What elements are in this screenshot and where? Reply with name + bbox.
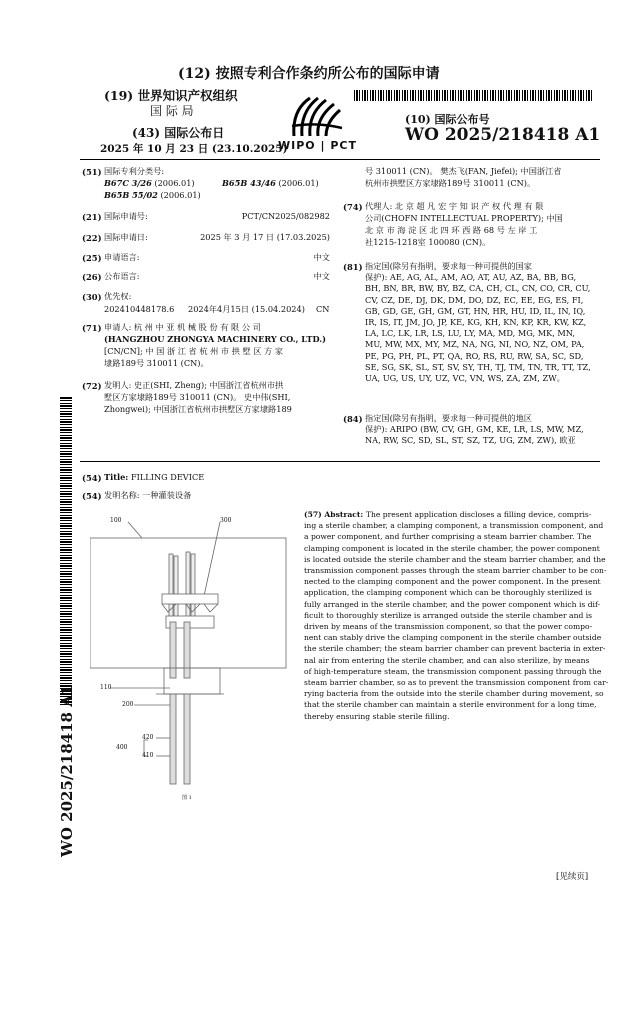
biblio-divider: [80, 461, 600, 462]
field-21-label: 国际申请号:: [104, 211, 148, 221]
field-25-number: (25): [82, 253, 102, 263]
figure-label-420: 420: [142, 734, 154, 741]
inventor-line-3: Zhongwei); 中国浙江省杭州市拱墅区方家埭路189: [104, 404, 292, 414]
abstract-line: [304, 587, 600, 598]
abstract-line: [304, 543, 600, 554]
title-english-label: Title:: [104, 472, 129, 482]
title-chinese: [104, 490, 191, 501]
abstract-label: (57) Abstract:: [304, 510, 366, 519]
abstract-text: nal air from entering the sterile chamber, and can also sterilize, by means: [304, 655, 590, 665]
figure-label-100: 100: [110, 517, 122, 524]
ipc-class-3-code: B65B 55/02: [104, 190, 158, 200]
field-51-number: (51): [82, 167, 102, 177]
abstract-line: [304, 520, 604, 531]
field-71-number: (71): [82, 323, 102, 333]
abstract-text: is located outside the sterile chamber and the steam barrier chamber, and the: [304, 554, 606, 564]
field-54b-number: (54): [82, 491, 102, 501]
inventor-line-1: 发明人: 史正(SHI, Zheng); 中国浙江省杭州市拱: [104, 380, 284, 390]
abstract-line: [304, 531, 600, 542]
designated-states-national-line: PE, PG, PH, PL, PT, QA, RO, RS, RU, RW, SA, SC, SD,: [365, 350, 584, 361]
filing-language: 中文: [313, 252, 330, 262]
publication-language: 中文: [313, 271, 330, 281]
header-divider: [80, 159, 600, 160]
priority-date: 2024年4月15日 (15.04.2024): [188, 304, 305, 314]
document-kind-title: (12) 按照专利合作条约所公布的国际申请: [178, 66, 440, 82]
abstract-text: driven by means of the transmission component, so that the power compo-: [304, 622, 593, 632]
agent-line-3: 北 京 市 海 淀 区 北 四 环 西 路 68 号 左 岸 工: [365, 225, 538, 235]
publication-date: 2025 年 10 月 23 日 (23.10.2025): [100, 143, 288, 155]
abstract-text: that the sterile chamber can maintain a sterile environment for a long time,: [304, 700, 597, 710]
field-22-number: (22): [82, 233, 102, 243]
abstract-text: fully arranged in the sterile chamber, and the power component which is dif-: [304, 599, 601, 609]
field-26-label: 公布语言:: [104, 271, 140, 281]
priority-number: 202410448178.6: [104, 304, 175, 314]
ipc-class-1-code: B67C 3/26: [104, 178, 152, 188]
applicant-line-4: 埭路189号 310011 (CN)。: [104, 358, 209, 368]
agent-line-1: 代理人: 北 京 超 凡 宏 宇 知 识 产 权 代 理 有 限: [365, 201, 544, 211]
abstract-text: rying bacteria from the outside into the sterile chamber during movement, so: [304, 689, 604, 699]
filing-date: 2025 年 3 月 17 日 (17.03.2025): [200, 232, 330, 242]
abstract-line: [304, 509, 600, 520]
designated-states-national-line: SE, SG, SK, SL, ST, SV, SY, TH, TJ, TM, TN, TR, TT, TZ,: [365, 361, 591, 372]
abstract-text: nent can stably drive the clamping component in the sterile chamber outside: [304, 633, 602, 643]
abstract-line: [304, 610, 600, 621]
abstract-text: transmission component passes through the steam barrier chamber to be con-: [304, 566, 607, 576]
field-22-label: 国际申请日:: [104, 232, 148, 242]
designated-states-national-line: LA, LC, LK, LR, LS, LU, LY, MA, MD, MG, MK, MN,: [365, 328, 576, 339]
abstract-line: [304, 576, 600, 587]
abstract-line: [304, 643, 606, 654]
abstract-text: the sterile chamber; the steam barrier chamber can prevent bacteria in exter-: [304, 644, 606, 654]
designated-states-national-line: MU, MW, MX, MY, MZ, NA, NG, NI, NO, NZ, OM, PA,: [365, 339, 585, 350]
designated-states-national-line: CV, CZ, DE, DJ, DK, DM, DO, DZ, EC, EE, EG, ES, FI,: [365, 294, 584, 305]
figure-label-300: 300: [220, 517, 232, 524]
abstract-line: [304, 711, 600, 722]
abstract-line: [304, 655, 600, 666]
abstract-text: of high-temperature steam, the transmission component passing through the: [304, 666, 602, 676]
designated-states-national-line: 保护): AE, AG, AL, AM, AO, AT, AU, AZ, BA, BB, BG,: [365, 272, 577, 283]
field-72-number: (72): [82, 381, 102, 391]
ipc-class-1: [104, 178, 195, 189]
ipc-class-2-date: (2006.01): [278, 178, 319, 188]
abstract-text: ing a sterile chamber, a clamping component, a transmission component, and: [304, 521, 604, 531]
designated-states-regional-line: NA, RW, SC, SD, SL, ST, SZ, TZ, UG, ZM, ZW), 欧亚: [365, 435, 576, 446]
filling-device-drawing: [90, 512, 300, 804]
ipc-class-3: [104, 190, 201, 201]
abstract-line: [304, 599, 600, 610]
organization-name: (19) 世界知识产权组织: [104, 88, 238, 103]
abstract-text: ficult to thoroughly sterilize is arranged outside the sterile chamber and is: [304, 610, 593, 620]
figure-caption: 图 1: [182, 795, 192, 801]
ipc-class-2-code: B65B 43/46: [222, 178, 276, 188]
designated-states-national-line: IR, IS, IT, JM, JO, JP, KE, KG, KH, KN, KP, KR, KW, KZ,: [365, 317, 587, 328]
field-30-label: 优先权:: [104, 291, 132, 301]
side-publication-number-text: WO 2025/218418 A1: [58, 684, 76, 857]
abstract-line: [304, 677, 609, 688]
field-21-number: (21): [82, 212, 102, 222]
field-25-label: 申请语言:: [104, 252, 140, 262]
designated-states-regional-line: 指定国(除另有指明，要求每一种可提供的地区: [365, 413, 532, 423]
abstract-text: a power component, and further comprising a steam barrier chamber. The: [304, 532, 592, 542]
field-81-number: (81): [343, 262, 363, 272]
inventor-line-2: 墅区方家埭路189号 310011 (CN)。 史中伟(SHI,: [104, 392, 291, 402]
applicant-line-2: (HANGZHOU ZHONGYA MACHINERY CO., LTD.): [104, 334, 327, 344]
representative-drawing: [90, 512, 300, 804]
title-english-text: FILLING DEVICE: [130, 472, 205, 482]
application-number: PCT/CN2025/082982: [241, 211, 330, 221]
abstract-text: steam barrier chamber, so as to prevent the transmission component from car-: [304, 678, 609, 688]
inventor-continued-line-2: 杭州市拱墅区方家埭路189号 310011 (CN)。: [365, 178, 536, 188]
field-51-label: 国际专利分类号:: [104, 166, 165, 176]
abstract: [304, 509, 609, 722]
field-30-number: (30): [82, 292, 102, 302]
priority-country: CN: [316, 304, 330, 314]
wipo-logo-text: WIPO | PCT: [278, 139, 357, 152]
abstract-line: [304, 666, 600, 677]
abstract-line: [304, 565, 607, 576]
applicant-line-1: 申请人: 杭 州 中 亚 机 械 股 份 有 限 公 司: [104, 322, 261, 332]
field-84-number: (84): [343, 414, 363, 424]
agent-line-2: 公司(CHOFN INTELLECTUAL PROPERTY); 中国: [365, 213, 563, 223]
field-54-number: (54): [82, 473, 102, 483]
abstract-line: [304, 688, 604, 699]
abstract-text: application, the clamping component which can be thoroughly sterilized is: [304, 588, 592, 598]
ipc-class-2: [222, 178, 319, 189]
figure-label-200: 200: [122, 701, 134, 708]
title-english: [104, 472, 204, 483]
agent-line-4: 社1215-1218室 100080 (CN)。: [365, 237, 491, 247]
title-chinese-label: 发明名称:: [104, 490, 140, 500]
applicant-line-3: [CN/CN]; 中 国 浙 江 省 杭 州 市 拱 墅 区 方 家: [104, 346, 284, 356]
field-74-number: (74): [343, 202, 363, 212]
abstract-text: The present application discloses a filling device, compris-: [365, 510, 592, 519]
abstract-line: [304, 621, 600, 632]
continuation-note: [见续页]: [556, 872, 589, 882]
designated-states-national: [365, 261, 591, 384]
ipc-class-1-date: (2006.01): [154, 178, 195, 188]
publication-number: WO 2025/218418 A1: [405, 125, 601, 145]
designated-states-national-line: 指定国(除另有指明，要求每一种可提供的国家: [365, 261, 532, 271]
designated-states-regional-line: 保护): ARIPO (BW, CV, GH, GM, KE, LR, LS, MW, MZ,: [365, 424, 584, 435]
publication-number-label: (10) 国际公布号: [405, 113, 490, 126]
inventor-continued-line-1: 号 310011 (CN)。 樊杰飞(FAN, Jiefei); 中国浙江省: [365, 166, 562, 176]
side-publication-number: [58, 684, 78, 1017]
abstract-line: [304, 632, 600, 643]
abstract-text: clamping component is located in the sterile chamber, the power component: [304, 543, 600, 553]
abstract-line: [304, 699, 600, 710]
abstract-text: nected to the clamping component and the power component. In the present: [304, 577, 601, 587]
abstract-text: thereby ensuring stable sterile filling.: [304, 711, 450, 721]
designated-states-national-line: GB, GD, GE, GH, GM, GT, HN, HR, HU, ID, IL, IN, IQ,: [365, 305, 586, 316]
designated-states-regional: [365, 413, 584, 447]
designated-states-national-line: BH, BN, BR, BW, BY, BZ, CA, CH, CL, CN, CO, CR, CU,: [365, 283, 591, 294]
side-barcode: [60, 397, 72, 705]
figure-label-410: 410: [142, 752, 154, 759]
publication-date-label: (43) 国际公布日: [132, 126, 225, 140]
abstract-line: [304, 554, 606, 565]
ipc-class-3-date: (2006.01): [160, 190, 201, 200]
top-barcode: [354, 90, 594, 101]
title-chinese-text: 一种灌装设备: [142, 490, 192, 500]
figure-label-110: 110: [100, 684, 112, 691]
organization-bureau: 国 际 局: [150, 104, 194, 118]
designated-states-national-line: UA, UG, US, UY, UZ, VC, VN, WS, ZA, ZM, ZW。: [365, 373, 565, 384]
field-26-number: (26): [82, 272, 102, 282]
figure-label-400: 400: [116, 744, 128, 751]
